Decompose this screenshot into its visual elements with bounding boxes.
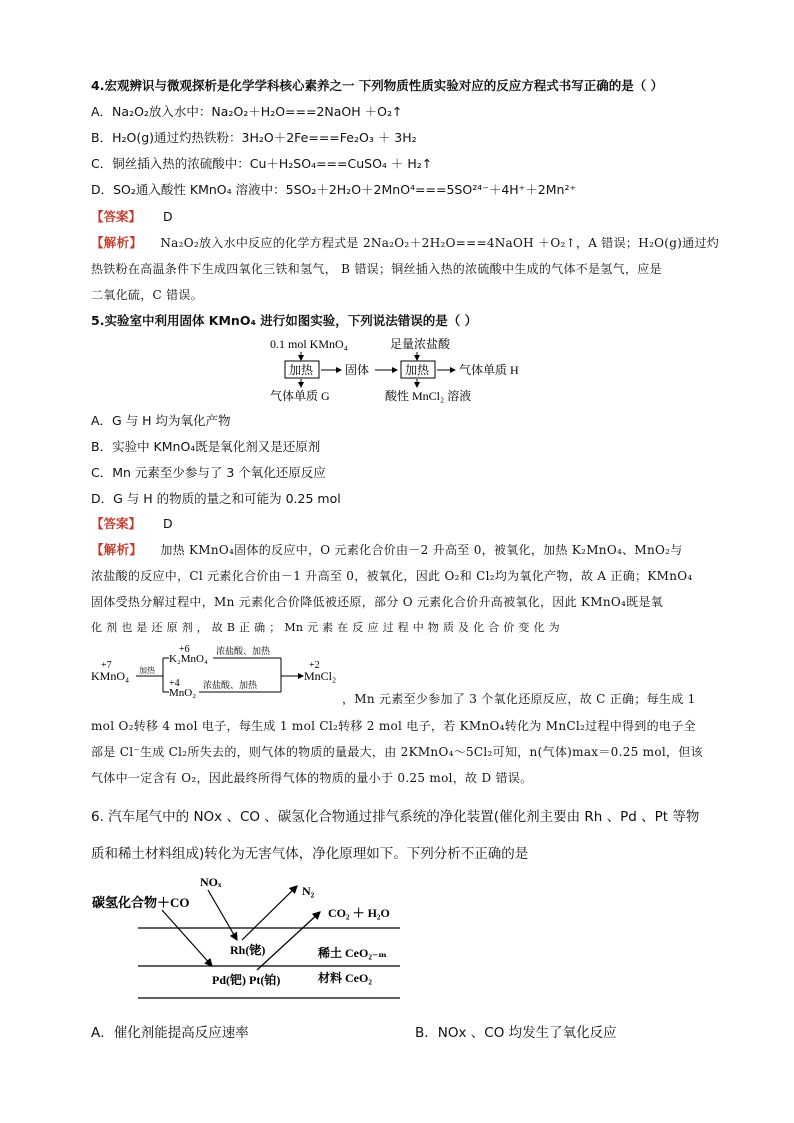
k2mno4-label: K₂MnO₄ <box>169 653 208 665</box>
q6-option-b: B．NOx 、CO 均发生了氧化反应 <box>415 1025 617 1041</box>
q4-answer-row <box>91 208 734 226</box>
nox-label: NOₓ <box>200 875 222 889</box>
q5-analysis-5: ，Mn 元素至少参加了 3 个氧化还原反应，故 C 正确；每生成 1 <box>342 692 696 706</box>
kmno4-label: KMnO₄ <box>91 669 130 683</box>
analysis-label: 【解析】 <box>91 235 143 250</box>
k2mno4-ox: +6 <box>179 644 190 655</box>
q4-analysis-3: 二氧化硫，C 错误。 <box>91 288 203 302</box>
q5-option-c: C．Mn 元素至少参与了 3 个氧化还原反应 <box>91 465 326 480</box>
q4-answer: D <box>163 209 173 224</box>
answer-label: 【答案】 <box>91 516 142 531</box>
q4-option-c: C．铜丝插入热的浓硫酸中：Cu＋H₂SO₄===CuSO₄ ＋ H₂↑ <box>91 156 433 171</box>
catalyst-diagram <box>92 870 412 1005</box>
mncl2-ox: +2 <box>309 660 320 671</box>
q5-analysis-3: 固体受热分解过程中，Mn 元素化合价降低被还原，部分 O 元素化合价升高被氧化，因此 KMnO₄既是氧 <box>91 595 664 609</box>
q4-analysis-2: 热铁粉在高温条件下生成四氧化三铁和氢气， B 错误；铜丝插入热的浓硫酸中生成的气体不是氢气，应是 <box>91 262 662 276</box>
rh-label: Rh(铑) <box>230 943 266 957</box>
q4-analysis-1: Na₂O₂放入水中反应的化学方程式是 2Na₂O₂＋2H₂O===4NaOH ＋O₂↑，A 错误；H₂O(g)通过灼 <box>160 236 720 250</box>
q4-option-a: A．Na₂O₂放入水中：Na₂O₂＋H₂O===2NaOH ＋O₂↑ <box>91 104 403 119</box>
arrow-rh-to-n2 <box>242 886 297 940</box>
cond-1: 浓盐酸、加热 <box>216 646 271 656</box>
pd-pt-label: Pd(钯) Pt(铂) <box>212 973 281 987</box>
q5-analysis-row <box>91 541 734 559</box>
q4-option-b: B．H₂O(g)通过灼热铁粉：3H₂O＋2Fe===Fe₂O₃ ＋ 3H₂ <box>91 130 417 145</box>
q5-analysis-4: 化 剂 也 是 还 原 剂 ， 故 B 正 确 ； Mn 元 素 在 反 应 过 程 中 物 质 及 化 合 价 变 化 为 <box>91 621 560 634</box>
reagent-hcl: 足量浓盐酸 <box>390 337 451 351</box>
rare-earth-label-2: 材料 CeO₂ <box>318 971 372 985</box>
q5-stem: 5.实验室中利用固体 KMnO₄ 进行如图实验，下列说法错误的是（ ） <box>91 313 478 328</box>
mno2-ox: +4 <box>169 678 180 689</box>
q5-option-a: A．G 与 H 均为氧化产物 <box>91 413 231 428</box>
co2-h2o-label: CO₂ ＋ H₂O <box>328 906 390 920</box>
gas-g-label: 气体单质 G <box>270 389 330 403</box>
q5-option-b: B．实验中 KMnO₄既是氧化剂又是还原剂 <box>91 439 321 454</box>
gas-h-label: 气体单质 H <box>459 363 519 377</box>
q5-answer: D <box>163 516 173 531</box>
kmno4-ox: +7 <box>101 660 112 671</box>
q6-stem-2: 质和稀土材料组成)转化为无害气体，净化原理如下。下列分析不正确的是 <box>91 846 529 862</box>
heat-label-1: 加热 <box>289 363 314 377</box>
q6-stem-1: 6. 汽车尾气中的 NOx 、CO 、碳氢化合物通过排气系统的净化装置(催化剂主要由 Rh 、Pd 、Pt 等物 <box>91 809 700 825</box>
q5-analysis-6: mol O₂转移 4 mol 电子，每生成 1 mol Cl₂转移 2 mol 电子，若 KMnO₄转化为 MnCl₂过程中得到的电子全 <box>91 719 696 733</box>
answer-label: 【答案】 <box>91 209 142 224</box>
mncl2-solution-label: 酸性 MnCl₂ 溶液 <box>385 389 472 403</box>
arrow-hc-to-pd <box>162 910 212 966</box>
hc-co-label: 碳氢化合物＋CO <box>92 895 190 910</box>
q5-analysis-8: 气体中一定含有 O₂，因此最终所得气体的物质的量小于 0.25 mol，故 D 错误。 <box>91 771 533 785</box>
analysis-label: 【解析】 <box>91 542 143 557</box>
n2-label: N₂ <box>302 884 315 898</box>
q5-analysis-1: 加热 KMnO₄固体的反应中，O 元素化合价由－2 升高至 0，被氧化，加热 K₂MnO₄、MnO₂与 <box>160 543 683 557</box>
mn-valence-scheme <box>91 642 351 702</box>
rare-earth-label-1: 稀土 CeO₂₋ₘ <box>318 946 388 960</box>
q5-option-d: D．G 与 H 的物质的量之和可能为 0.25 mol <box>91 491 341 506</box>
q4-stem: 4.宏观辨识与微观探析是化学学科核心素养之一 下列物质性质实验对应的反应方程式书写正确的是（ ） <box>91 78 664 93</box>
q4-option-d: D．SO₂通入酸性 KMnO₄ 溶液中：5SO₂＋2H₂O＋2MnO⁴===5SO²⁴⁻＋4H⁺＋2Mn²⁺ <box>91 182 577 197</box>
solid-label: 固体 <box>345 363 370 377</box>
q5-analysis-7: 部是 Cl⁻生成 Cl₂所失去的，则气体的物质的量最大，由 2KMnO₄～5Cl₂可知，n(气体)max＝0.25 mol，但该 <box>91 745 703 759</box>
mno2-label: MnO₂ <box>169 687 197 699</box>
arrow-pt-to-co2 <box>257 912 320 970</box>
q5-analysis-2: 浓盐酸的反应中，Cl 元素化合价由－1 升高至 0，被氧化，因此 O₂和 Cl₂均为氧化产物，故 A 正确；KMnO₄ <box>91 569 693 583</box>
arrow-nox-to-rh <box>208 890 237 940</box>
heat-label-2: 加热 <box>405 363 430 377</box>
q5-answer-row <box>91 515 734 533</box>
reagent-kmno4: 0.1 mol KMnO₄ <box>270 337 348 351</box>
heat-cond: 加热 <box>139 666 155 675</box>
q5-flow-diagram <box>255 334 545 406</box>
mncl2-label: MnCl₂ <box>304 669 337 683</box>
cond-2: 浓盐酸、加热 <box>203 680 258 690</box>
q4-analysis-row <box>91 234 734 252</box>
q6-option-a: A．催化剂能提高反应速率 <box>91 1025 249 1041</box>
